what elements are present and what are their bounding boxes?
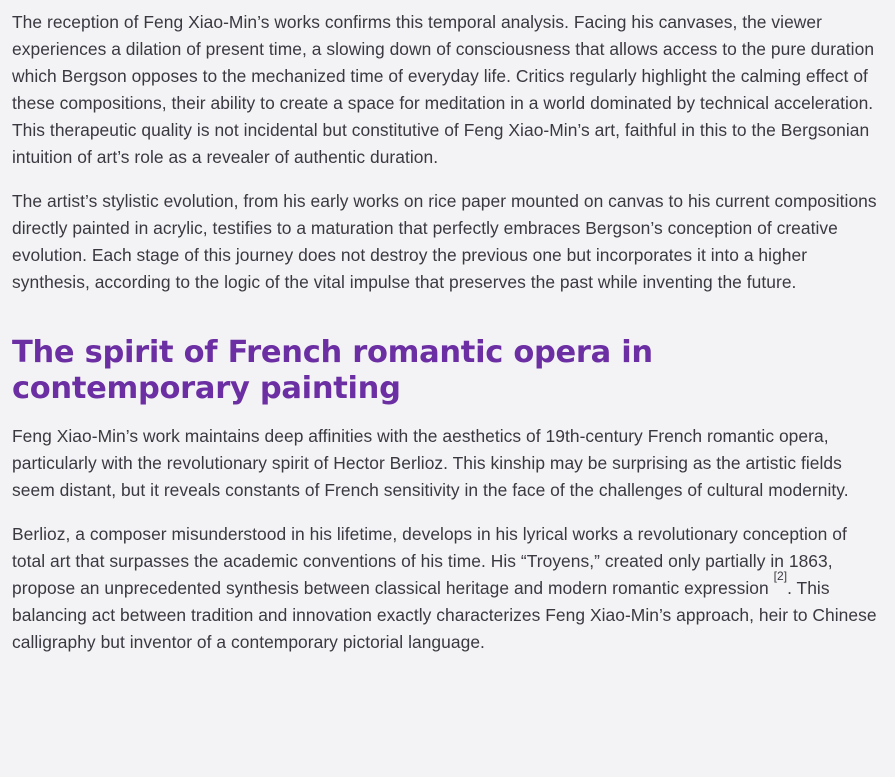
paragraph-text-end: . This balancing act between tradition and innovation exactly characterizes Feng Xiao-Min’s approach, heir to Chinese calligraphy but inventor of a contemporary pictorial language.: [12, 578, 877, 652]
footnote-reference-link[interactable]: [2]: [773, 569, 788, 584]
intro-paragraph-1: The reception of Feng Xiao-Min’s works confirms this temporal analysis. Facing his canvases, the viewer experiences a dilation of present time, a slowing down of consciousness that allows access to the pure duration which Bergson opposes to the mechanized time of everyday life. Critics regularly highlight the calming effect of these compositions, their ability to create a space for meditation in a world dominated by technical acceleration. This therapeutic quality is not incidental but constitutive of Feng Xiao-Min’s art, faithful in this to the Bergsonian intuition of art’s role as a revealer of authentic duration.: [12, 12, 875, 167]
section-paragraph-2: [12, 521, 883, 656]
section-heading: The spirit of French romantic opera in contemporary painting: [12, 335, 653, 406]
section-paragraph-1: Feng Xiao-Min’s work maintains deep affinities with the aesthetics of 19th-century French romantic opera, particularly with the revolutionary spirit of Hector Berlioz. This kinship may be surprising as the artistic fields seem distant, but it reveals constants of French sensitivity in the face of the challenges of cultural modernity.: [12, 426, 849, 500]
intro-paragraph-2: The artist’s stylistic evolution, from his early works on rice paper mounted on canvas to his current compositions directly painted in acrylic, testifies to a maturation that perfectly embraces Bergson’s conception of creative evolution. Each stage of this journey does not destroy the previous one but incorporates it into a higher synthesis, according to the logic of the vital impulse that preserves the past while inventing the future.: [12, 191, 877, 292]
paragraph-text-start: Berlioz, a composer misunderstood in his lifetime, develops in his lyrical works a revolutionary conception of total art that surpasses the academic conventions of his time. His “Troyens,” created only partially in 1863, propose an unprecedented synthesis between classical heritage and modern romantic expression: [12, 524, 847, 598]
